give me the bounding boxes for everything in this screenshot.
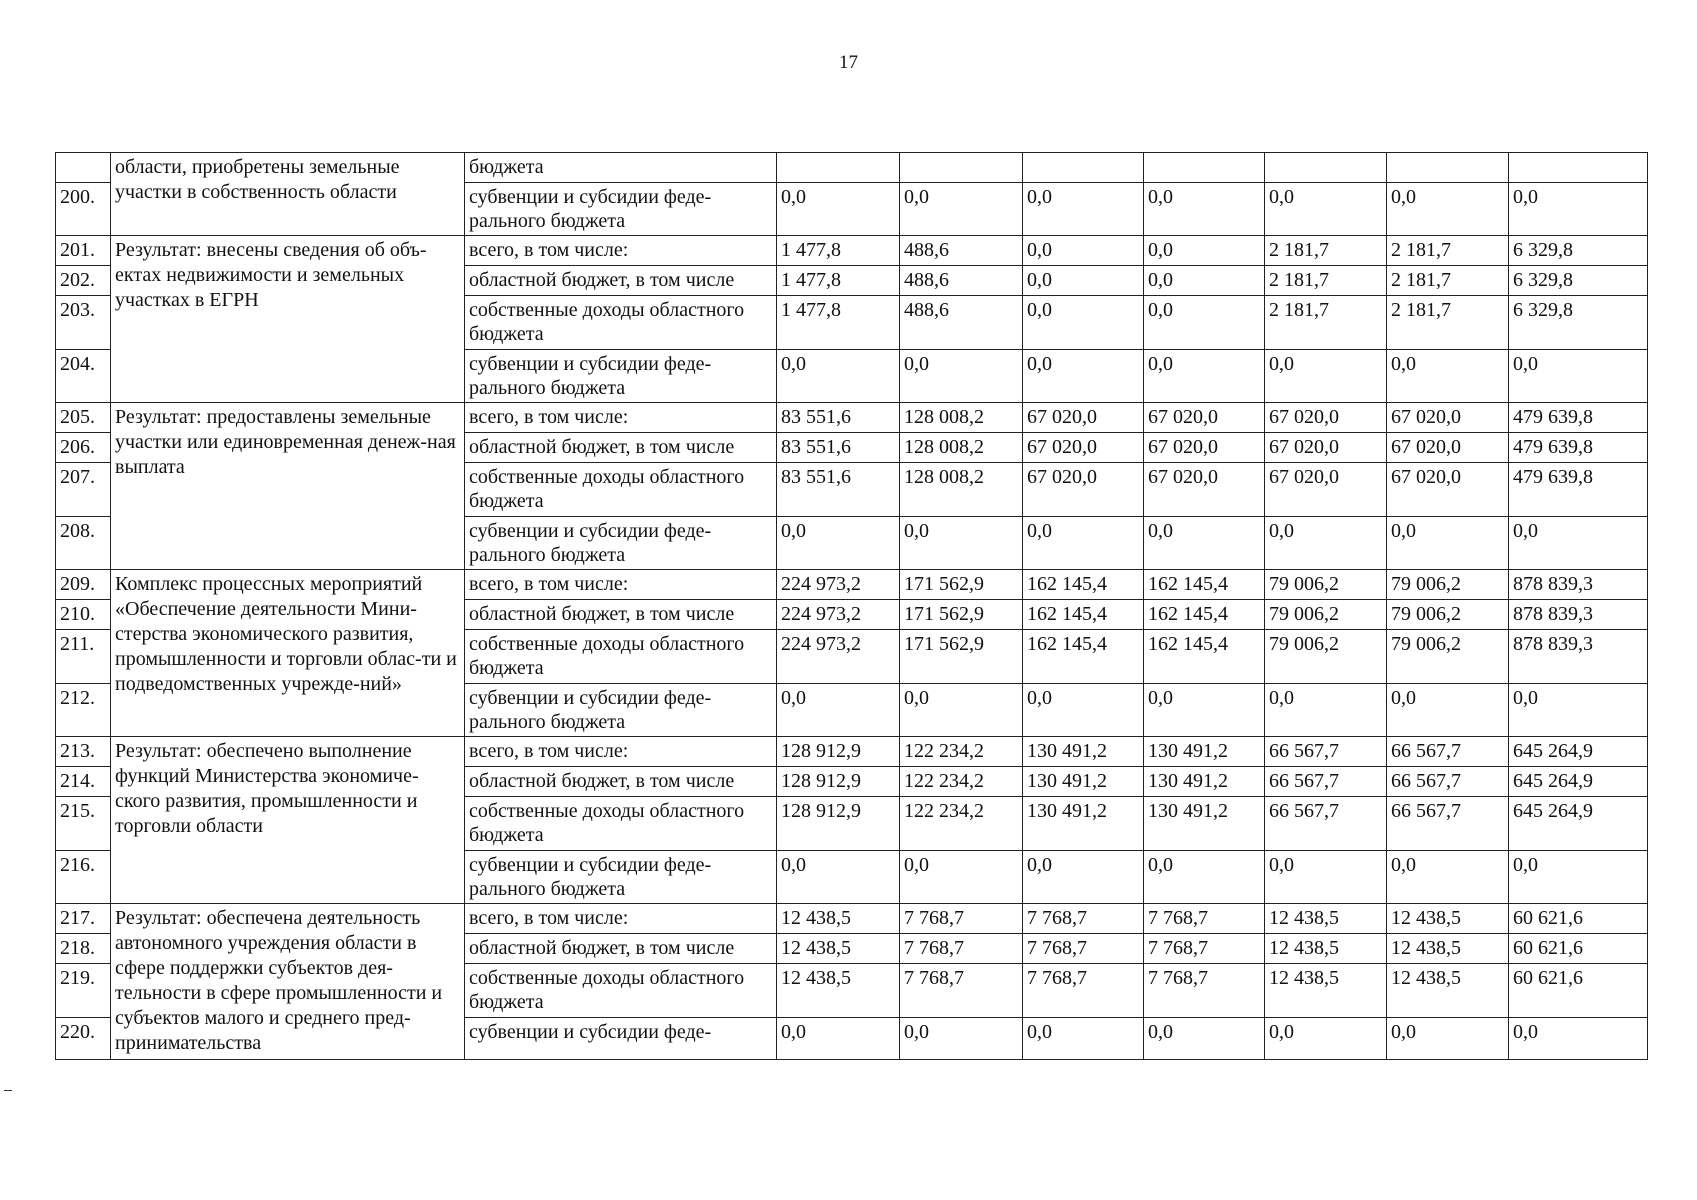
value-cell: 79 006,2 bbox=[1387, 570, 1509, 600]
value-cell: 645 264,9 bbox=[1509, 797, 1648, 851]
value-cell: 67 020,0 bbox=[1387, 463, 1509, 517]
funding-source: всего, в том числе: bbox=[465, 403, 777, 433]
value-cell: 0,0 bbox=[1265, 350, 1387, 403]
value-cell: 128 912,9 bbox=[777, 737, 900, 767]
value-cell: 6 329,8 bbox=[1509, 266, 1648, 296]
margin-mark bbox=[4, 1090, 12, 1091]
funding-source: областной бюджет, в том числе bbox=[465, 433, 777, 463]
value-cell: 878 839,3 bbox=[1509, 600, 1648, 630]
value-cell: 1 477,8 bbox=[777, 266, 900, 296]
value-cell: 12 438,5 bbox=[777, 934, 900, 964]
value-cell bbox=[1144, 153, 1265, 183]
row-number: 220. bbox=[56, 1018, 111, 1060]
value-cell: 488,6 bbox=[900, 236, 1023, 266]
value-cell: 0,0 bbox=[1144, 266, 1265, 296]
value-cell: 0,0 bbox=[1265, 851, 1387, 904]
row-number: 208. bbox=[56, 517, 111, 570]
row-number: 217. bbox=[56, 904, 111, 934]
value-cell: 7 768,7 bbox=[1023, 964, 1144, 1018]
result-description: Результат: обеспечена деятельность автономного учреждения области в сфере поддержки субъектов дея-тельности в сфере промышленности и субъектов малого и среднего пред-принимательства bbox=[111, 904, 465, 1060]
value-cell: 0,0 bbox=[1265, 1018, 1387, 1060]
value-cell: 67 020,0 bbox=[1265, 433, 1387, 463]
value-cell: 171 562,9 bbox=[900, 630, 1023, 684]
value-cell: 488,6 bbox=[900, 266, 1023, 296]
value-cell: 66 567,7 bbox=[1265, 737, 1387, 767]
value-cell: 878 839,3 bbox=[1509, 630, 1648, 684]
value-cell: 0,0 bbox=[1509, 183, 1648, 236]
value-cell: 479 639,8 bbox=[1509, 403, 1648, 433]
funding-source: областной бюджет, в том числе bbox=[465, 767, 777, 797]
row-number: 210. bbox=[56, 600, 111, 630]
value-cell: 83 551,6 bbox=[777, 433, 900, 463]
value-cell: 1 477,8 bbox=[777, 296, 900, 350]
value-cell: 12 438,5 bbox=[1265, 934, 1387, 964]
value-cell: 66 567,7 bbox=[1387, 737, 1509, 767]
row-number: 211. bbox=[56, 630, 111, 684]
value-cell: 0,0 bbox=[1023, 236, 1144, 266]
table-row bbox=[56, 153, 1648, 183]
value-cell: 171 562,9 bbox=[900, 600, 1023, 630]
value-cell: 122 234,2 bbox=[900, 797, 1023, 851]
value-cell: 162 145,4 bbox=[1144, 600, 1265, 630]
row-number: 214. bbox=[56, 767, 111, 797]
result-description: Результат: внесены сведения об объ-ектах недвижимости и земельных участках в ЕГРН bbox=[111, 236, 465, 403]
funding-source: всего, в том числе: bbox=[465, 236, 777, 266]
value-cell bbox=[1509, 153, 1648, 183]
value-cell: 66 567,7 bbox=[1387, 767, 1509, 797]
funding-source: всего, в том числе: bbox=[465, 904, 777, 934]
value-cell: 0,0 bbox=[1509, 684, 1648, 737]
value-cell: 67 020,0 bbox=[1023, 433, 1144, 463]
value-cell: 0,0 bbox=[900, 183, 1023, 236]
value-cell: 67 020,0 bbox=[1387, 433, 1509, 463]
value-cell bbox=[1387, 153, 1509, 183]
value-cell: 0,0 bbox=[900, 851, 1023, 904]
row-number: 206. bbox=[56, 433, 111, 463]
funding-source: областной бюджет, в том числе bbox=[465, 600, 777, 630]
table-row bbox=[56, 570, 1648, 600]
value-cell: 12 438,5 bbox=[1387, 934, 1509, 964]
value-cell: 0,0 bbox=[900, 684, 1023, 737]
funding-source: собственные доходы областного бюджета bbox=[465, 296, 777, 350]
value-cell: 128 008,2 bbox=[900, 463, 1023, 517]
value-cell: 0,0 bbox=[777, 1018, 900, 1060]
result-description: Результат: обеспечено выполнение функций Министерства экономиче-ского развития, промышленности и торговли области bbox=[111, 737, 465, 904]
value-cell: 171 562,9 bbox=[900, 570, 1023, 600]
value-cell: 67 020,0 bbox=[1144, 403, 1265, 433]
funding-source: областной бюджет, в том числе bbox=[465, 934, 777, 964]
value-cell: 162 145,4 bbox=[1023, 570, 1144, 600]
value-cell: 128 912,9 bbox=[777, 797, 900, 851]
row-number: 216. bbox=[56, 851, 111, 904]
value-cell: 12 438,5 bbox=[1387, 904, 1509, 934]
value-cell: 60 621,6 bbox=[1509, 964, 1648, 1018]
row-number: 202. bbox=[56, 266, 111, 296]
value-cell: 0,0 bbox=[1023, 851, 1144, 904]
value-cell: 0,0 bbox=[1387, 1018, 1509, 1060]
value-cell: 0,0 bbox=[777, 684, 900, 737]
value-cell: 0,0 bbox=[1023, 517, 1144, 570]
funding-source: собственные доходы областного бюджета bbox=[465, 797, 777, 851]
value-cell: 66 567,7 bbox=[1387, 797, 1509, 851]
value-cell: 67 020,0 bbox=[1144, 463, 1265, 517]
value-cell: 66 567,7 bbox=[1265, 767, 1387, 797]
value-cell: 122 234,2 bbox=[900, 737, 1023, 767]
value-cell: 12 438,5 bbox=[1265, 904, 1387, 934]
value-cell: 0,0 bbox=[1144, 851, 1265, 904]
value-cell: 224 973,2 bbox=[777, 570, 900, 600]
value-cell: 79 006,2 bbox=[1265, 630, 1387, 684]
value-cell: 128 008,2 bbox=[900, 403, 1023, 433]
value-cell: 0,0 bbox=[777, 350, 900, 403]
funding-source: субвенции и субсидии феде- bbox=[465, 1018, 777, 1060]
value-cell: 2 181,7 bbox=[1387, 296, 1509, 350]
value-cell: 0,0 bbox=[1144, 517, 1265, 570]
value-cell: 0,0 bbox=[1144, 236, 1265, 266]
value-cell: 2 181,7 bbox=[1265, 266, 1387, 296]
value-cell: 67 020,0 bbox=[1023, 403, 1144, 433]
funding-source: субвенции и субсидии феде-рального бюджета bbox=[465, 684, 777, 737]
value-cell: 12 438,5 bbox=[777, 904, 900, 934]
value-cell: 2 181,7 bbox=[1387, 266, 1509, 296]
value-cell: 66 567,7 bbox=[1265, 797, 1387, 851]
result-description: области, приобретены земельные участки в собственность области bbox=[111, 153, 465, 236]
value-cell: 162 145,4 bbox=[1144, 630, 1265, 684]
value-cell: 7 768,7 bbox=[1144, 904, 1265, 934]
funding-source: собственные доходы областного бюджета bbox=[465, 630, 777, 684]
value-cell: 0,0 bbox=[1144, 296, 1265, 350]
value-cell: 0,0 bbox=[1023, 183, 1144, 236]
value-cell: 67 020,0 bbox=[1387, 403, 1509, 433]
value-cell: 0,0 bbox=[1387, 350, 1509, 403]
value-cell: 79 006,2 bbox=[1387, 600, 1509, 630]
value-cell: 0,0 bbox=[777, 517, 900, 570]
value-cell: 645 264,9 bbox=[1509, 737, 1648, 767]
value-cell: 7 768,7 bbox=[1144, 964, 1265, 1018]
row-number: 204. bbox=[56, 350, 111, 403]
page-number: 17 bbox=[839, 52, 858, 73]
value-cell: 0,0 bbox=[900, 517, 1023, 570]
value-cell: 0,0 bbox=[1387, 684, 1509, 737]
funding-source: субвенции и субсидии феде-рального бюджета bbox=[465, 517, 777, 570]
value-cell: 0,0 bbox=[1023, 266, 1144, 296]
value-cell bbox=[900, 153, 1023, 183]
value-cell: 83 551,6 bbox=[777, 463, 900, 517]
value-cell: 0,0 bbox=[1387, 517, 1509, 570]
value-cell: 0,0 bbox=[1023, 684, 1144, 737]
value-cell: 0,0 bbox=[900, 1018, 1023, 1060]
value-cell: 67 020,0 bbox=[1265, 403, 1387, 433]
row-number: 203. bbox=[56, 296, 111, 350]
value-cell: 0,0 bbox=[1023, 350, 1144, 403]
funding-source: всего, в том числе: bbox=[465, 737, 777, 767]
value-cell: 0,0 bbox=[1509, 851, 1648, 904]
row-number: 205. bbox=[56, 403, 111, 433]
value-cell: 130 491,2 bbox=[1144, 767, 1265, 797]
value-cell: 0,0 bbox=[1509, 350, 1648, 403]
value-cell: 2 181,7 bbox=[1387, 236, 1509, 266]
value-cell: 130 491,2 bbox=[1144, 737, 1265, 767]
value-cell: 488,6 bbox=[900, 296, 1023, 350]
funding-source: субвенции и субсидии феде-рального бюджета bbox=[465, 851, 777, 904]
value-cell: 0,0 bbox=[1144, 183, 1265, 236]
row-number: 200. bbox=[56, 183, 111, 236]
value-cell bbox=[1023, 153, 1144, 183]
table-row bbox=[56, 904, 1648, 934]
value-cell: 162 145,4 bbox=[1144, 570, 1265, 600]
value-cell: 1 477,8 bbox=[777, 236, 900, 266]
row-number: 218. bbox=[56, 934, 111, 964]
value-cell: 0,0 bbox=[777, 183, 900, 236]
value-cell: 128 008,2 bbox=[900, 433, 1023, 463]
value-cell: 479 639,8 bbox=[1509, 433, 1648, 463]
value-cell: 67 020,0 bbox=[1265, 463, 1387, 517]
funding-source: областной бюджет, в том числе bbox=[465, 266, 777, 296]
value-cell bbox=[1265, 153, 1387, 183]
value-cell: 0,0 bbox=[1387, 183, 1509, 236]
value-cell: 12 438,5 bbox=[1265, 964, 1387, 1018]
value-cell: 6 329,8 bbox=[1509, 296, 1648, 350]
table-row bbox=[56, 403, 1648, 433]
value-cell: 7 768,7 bbox=[1023, 904, 1144, 934]
funding-source: бюджета bbox=[465, 153, 777, 183]
row-number: 212. bbox=[56, 684, 111, 737]
result-description: Результат: предоставлены земельные участки или единовременная денеж-ная выплата bbox=[111, 403, 465, 570]
value-cell: 0,0 bbox=[1265, 684, 1387, 737]
value-cell: 224 973,2 bbox=[777, 630, 900, 684]
result-description: Комплекс процессных мероприятий «Обеспечение деятельности Мини-стерства экономического развития, промышленности и торговли облас-ти и подведомственных учрежде-ний» bbox=[111, 570, 465, 737]
value-cell: 7 768,7 bbox=[1023, 934, 1144, 964]
value-cell: 224 973,2 bbox=[777, 600, 900, 630]
row-number bbox=[56, 153, 111, 183]
value-cell: 7 768,7 bbox=[900, 934, 1023, 964]
value-cell: 0,0 bbox=[1023, 1018, 1144, 1060]
value-cell bbox=[777, 153, 900, 183]
value-cell: 7 768,7 bbox=[900, 964, 1023, 1018]
value-cell: 79 006,2 bbox=[1265, 570, 1387, 600]
budget-table bbox=[55, 152, 1648, 1060]
table-row bbox=[56, 737, 1648, 767]
row-number: 209. bbox=[56, 570, 111, 600]
value-cell: 130 491,2 bbox=[1144, 797, 1265, 851]
value-cell: 2 181,7 bbox=[1265, 296, 1387, 350]
value-cell: 12 438,5 bbox=[777, 964, 900, 1018]
value-cell: 0,0 bbox=[1144, 1018, 1265, 1060]
row-number: 215. bbox=[56, 797, 111, 851]
value-cell: 67 020,0 bbox=[1144, 433, 1265, 463]
value-cell: 0,0 bbox=[1144, 684, 1265, 737]
funding-source: субвенции и субсидии феде- рального бюджета bbox=[465, 183, 777, 236]
value-cell: 0,0 bbox=[1144, 350, 1265, 403]
funding-source: собственные доходы областного бюджета bbox=[465, 964, 777, 1018]
value-cell: 67 020,0 bbox=[1023, 463, 1144, 517]
value-cell: 162 145,4 bbox=[1023, 630, 1144, 684]
funding-source: собственные доходы областного бюджета bbox=[465, 463, 777, 517]
row-number: 207. bbox=[56, 463, 111, 517]
row-number: 201. bbox=[56, 236, 111, 266]
value-cell: 130 491,2 bbox=[1023, 737, 1144, 767]
value-cell: 128 912,9 bbox=[777, 767, 900, 797]
row-number: 219. bbox=[56, 964, 111, 1018]
value-cell: 2 181,7 bbox=[1265, 236, 1387, 266]
value-cell: 83 551,6 bbox=[777, 403, 900, 433]
value-cell: 0,0 bbox=[1265, 183, 1387, 236]
value-cell: 122 234,2 bbox=[900, 767, 1023, 797]
value-cell: 7 768,7 bbox=[900, 904, 1023, 934]
value-cell: 79 006,2 bbox=[1387, 630, 1509, 684]
funding-source: субвенции и субсидии феде-рального бюджета bbox=[465, 350, 777, 403]
value-cell: 878 839,3 bbox=[1509, 570, 1648, 600]
value-cell: 0,0 bbox=[1387, 851, 1509, 904]
value-cell: 0,0 bbox=[1023, 296, 1144, 350]
funding-source: всего, в том числе: bbox=[465, 570, 777, 600]
value-cell: 645 264,9 bbox=[1509, 767, 1648, 797]
table-row bbox=[56, 236, 1648, 266]
value-cell: 12 438,5 bbox=[1387, 964, 1509, 1018]
value-cell: 0,0 bbox=[900, 350, 1023, 403]
value-cell: 0,0 bbox=[777, 851, 900, 904]
value-cell: 130 491,2 bbox=[1023, 797, 1144, 851]
row-number: 213. bbox=[56, 737, 111, 767]
value-cell: 0,0 bbox=[1265, 517, 1387, 570]
value-cell: 0,0 bbox=[1509, 1018, 1648, 1060]
value-cell: 0,0 bbox=[1509, 517, 1648, 570]
value-cell: 130 491,2 bbox=[1023, 767, 1144, 797]
value-cell: 7 768,7 bbox=[1144, 934, 1265, 964]
value-cell: 79 006,2 bbox=[1265, 600, 1387, 630]
value-cell: 60 621,6 bbox=[1509, 904, 1648, 934]
value-cell: 479 639,8 bbox=[1509, 463, 1648, 517]
value-cell: 60 621,6 bbox=[1509, 934, 1648, 964]
value-cell: 162 145,4 bbox=[1023, 600, 1144, 630]
value-cell: 6 329,8 bbox=[1509, 236, 1648, 266]
